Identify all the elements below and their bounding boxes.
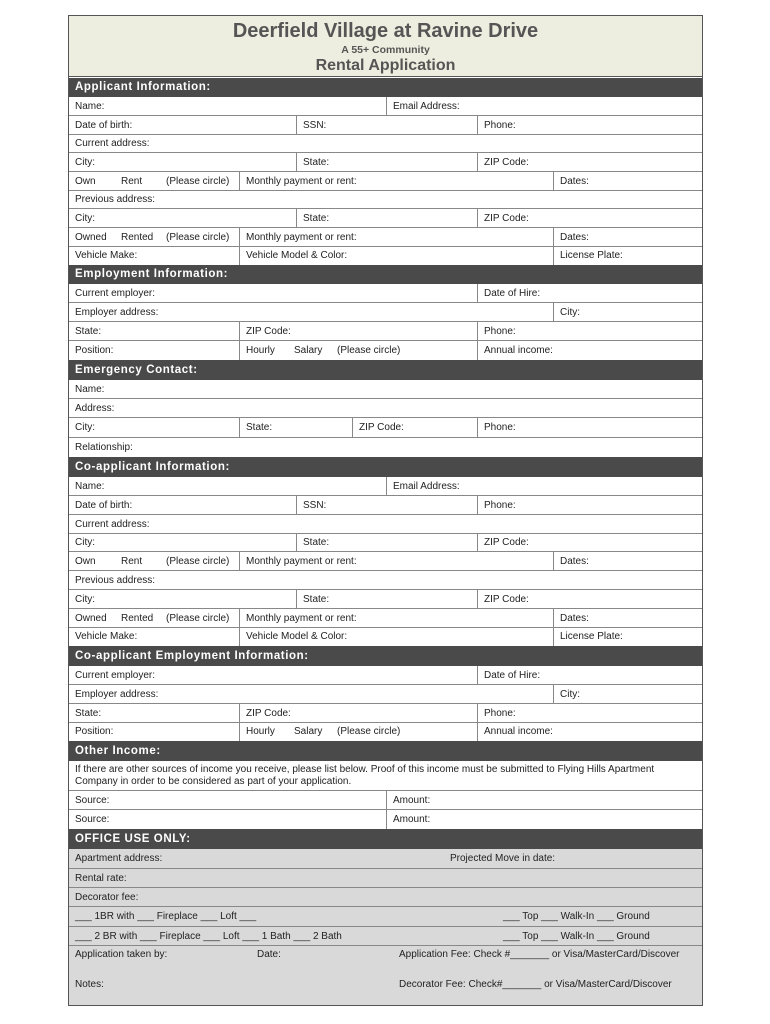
coapplicant-employer-city-field[interactable]: City: <box>553 685 702 703</box>
office-row-1br <box>69 907 702 927</box>
applicant-prev-monthly-payment-field[interactable]: Monthly payment or rent: <box>239 228 553 246</box>
own-option[interactable]: Own <box>75 176 96 187</box>
coapplicant-ssn-field[interactable]: SSN: <box>296 496 477 514</box>
applicant-state-field[interactable]: State: <box>296 153 477 171</box>
employment-row-position <box>69 341 702 360</box>
emergency-row-address <box>69 399 702 418</box>
applicant-prev-zip-field[interactable]: ZIP Code: <box>477 209 702 227</box>
rent-option[interactable]: Rent <box>121 556 143 567</box>
applicant-current-address-field[interactable]: Current address: <box>75 138 150 149</box>
coapplicant-dates-field[interactable]: Dates: <box>553 552 702 570</box>
two-bedroom-options[interactable]: ___ 2 BR with ___ Fireplace ___ Loft ___ 1 Bath ___ 2 Bath <box>75 931 342 942</box>
coapplicant-current-employer-field[interactable]: Current employer: <box>75 670 156 681</box>
applicant-vehicle-model-field[interactable]: Vehicle Model & Color: <box>239 247 553 265</box>
coapplicant-vehicle-make-field[interactable]: Vehicle Make: <box>75 631 138 642</box>
section-applicant: Applicant Information: <box>69 78 702 97</box>
emergency-address-field[interactable]: Address: <box>75 403 115 414</box>
coapplicant-row-owned-rented <box>69 609 702 628</box>
salary-option[interactable]: Salary <box>294 726 323 737</box>
income-amount-field-1[interactable]: Amount: <box>386 791 702 809</box>
coapplicant-employer-phone-field[interactable]: Phone: <box>477 704 702 722</box>
coapplicant-current-address-field[interactable]: Current address: <box>75 519 150 530</box>
coapplicant-row-vehicle <box>69 628 702 646</box>
please-circle-note: (Please circle) <box>337 726 401 737</box>
hourly-option[interactable]: Hourly <box>246 345 275 356</box>
coapplicant-zip-field[interactable]: ZIP Code: <box>477 534 702 551</box>
coapplicant-previous-address-field[interactable]: Previous address: <box>75 575 156 586</box>
decorator-fee-field[interactable]: Decorator fee: <box>75 892 139 903</box>
form-header <box>69 16 702 77</box>
application-taken-by-field[interactable]: Application taken by: <box>75 949 168 960</box>
projected-move-date-field[interactable]: Projected Move in date: <box>450 853 556 864</box>
applicant-row-address <box>69 135 702 153</box>
community-subtitle: A 55+ Community <box>341 44 430 56</box>
applicant-zip-field[interactable]: ZIP Code: <box>477 153 702 171</box>
application-date-field[interactable]: Date: <box>257 949 281 960</box>
applicant-row-dob <box>69 116 702 135</box>
emergency-row-city <box>69 418 702 438</box>
applicant-owned-rented-cell <box>69 228 239 246</box>
coapplicant-monthly-payment-field[interactable]: Monthly payment or rent: <box>239 552 553 570</box>
coapplicant-row-name <box>69 477 702 496</box>
applicant-phone-field[interactable]: Phone: <box>477 116 702 134</box>
emergency-zip-field[interactable]: ZIP Code: <box>352 418 477 437</box>
other-income-row-1 <box>69 791 702 810</box>
employer-address-field[interactable]: Employer address: <box>75 307 159 318</box>
applicant-row-name <box>69 97 702 116</box>
section-coapplicant-employment: Co-applicant Employment Information: <box>69 646 702 666</box>
apartment-address-field[interactable]: Apartment address: <box>75 853 163 864</box>
office-row-fees <box>69 946 702 1005</box>
rental-application-form <box>68 15 703 1006</box>
employer-phone-field[interactable]: Phone: <box>477 322 702 340</box>
community-title: Deerfield Village at Ravine Drive <box>232 20 539 42</box>
applicant-prev-state-field[interactable]: State: <box>296 209 477 227</box>
coapplicant-row-prev-city <box>69 590 702 609</box>
other-income-row-2 <box>69 810 702 829</box>
applicant-own-rent-cell <box>69 172 239 190</box>
applicant-name-field[interactable]: Name: <box>75 101 105 112</box>
applicant-row-city <box>69 153 702 172</box>
emergency-name-field[interactable]: Name: <box>75 384 105 395</box>
position-field[interactable]: Position: <box>75 345 114 356</box>
office-row-decorator-fee <box>69 888 702 907</box>
emergency-state-field[interactable]: State: <box>239 418 352 437</box>
current-employer-field[interactable]: Current employer: <box>75 288 156 299</box>
hourly-option[interactable]: Hourly <box>246 726 275 737</box>
other-income-instructions-row <box>69 761 702 791</box>
coapplicant-state-field[interactable]: State: <box>296 534 477 551</box>
own-option[interactable]: Own <box>75 556 96 567</box>
rent-option[interactable]: Rent <box>121 176 143 187</box>
applicant-ssn-field[interactable]: SSN: <box>296 116 477 134</box>
owned-option[interactable]: Owned <box>75 232 107 243</box>
please-circle-note: (Please circle) <box>166 176 230 187</box>
coapplicant-employer-address-field[interactable]: Employer address: <box>75 689 159 700</box>
please-circle-note: (Please circle) <box>166 556 230 567</box>
coemployment-row-employer <box>69 666 702 685</box>
employer-zip-field[interactable]: ZIP Code: <box>239 322 477 340</box>
income-source-field-1[interactable]: Source: <box>75 795 110 806</box>
applicant-row-vehicle <box>69 247 702 265</box>
emergency-row-name <box>69 380 702 399</box>
rental-rate-field[interactable]: Rental rate: <box>75 873 127 884</box>
coapplicant-prev-zip-field[interactable]: ZIP Code: <box>477 590 702 608</box>
application-fee-field[interactable]: Application Fee: Check #_______ or Visa/MasterCard/Discover <box>399 949 680 960</box>
office-row-2br <box>69 927 702 946</box>
office-row-rental-rate <box>69 869 702 888</box>
applicant-prev-dates-field[interactable]: Dates: <box>553 228 702 246</box>
applicant-row-owned-rented <box>69 228 702 247</box>
notes-field[interactable]: Notes: <box>75 979 104 990</box>
employer-state-field[interactable]: State: <box>75 326 102 337</box>
one-bedroom-options[interactable]: ___ 1BR with ___ Fireplace ___ Loft ___ <box>75 911 257 922</box>
coapplicant-row-prev-address <box>69 571 702 590</box>
coapplicant-position-field[interactable]: Position: <box>75 726 114 737</box>
please-circle-note: (Please circle) <box>166 613 230 624</box>
coemployment-row-address <box>69 685 702 704</box>
coemployment-row-state <box>69 704 702 723</box>
please-circle-note: (Please circle) <box>337 345 401 356</box>
decorator-fee-payment-field[interactable]: Decorator Fee: Check#_______ or Visa/MasterCard/Discover <box>399 979 672 990</box>
section-office-use: OFFICE USE ONLY: <box>69 829 702 849</box>
coapplicant-row-dob <box>69 496 702 515</box>
coapplicant-prev-state-field[interactable]: State: <box>296 590 477 608</box>
salary-option[interactable]: Salary <box>294 345 323 356</box>
annual-income-field[interactable]: Annual income: <box>477 341 702 360</box>
emergency-city-field[interactable]: City: <box>75 422 95 433</box>
applicant-email-field[interactable]: Email Address: <box>386 97 702 115</box>
applicant-license-plate-field[interactable]: License Plate: <box>553 247 702 265</box>
form-title: Rental Application <box>315 57 456 74</box>
employment-row-address <box>69 303 702 322</box>
applicant-vehicle-make-field[interactable]: Vehicle Make: <box>75 250 138 261</box>
section-coapplicant: Co-applicant Information: <box>69 457 702 477</box>
one-bedroom-floor-options[interactable]: ___ Top ___ Walk-In ___ Ground <box>503 911 650 922</box>
coapplicant-owned-rented-cell <box>69 609 239 627</box>
applicant-city-field[interactable]: City: <box>75 157 95 168</box>
section-emergency: Emergency Contact: <box>69 360 702 380</box>
coapplicant-row-own-rent <box>69 552 702 571</box>
section-other-income: Other Income: <box>69 741 702 761</box>
applicant-prev-city-field[interactable]: City: <box>75 213 95 224</box>
coapplicant-city-field[interactable]: City: <box>75 537 95 548</box>
coapplicant-license-plate-field[interactable]: License Plate: <box>553 628 702 646</box>
emergency-row-relationship <box>69 438 702 457</box>
coapplicant-annual-income-field[interactable]: Annual income: <box>477 723 702 741</box>
owned-option[interactable]: Owned <box>75 613 107 624</box>
other-income-instructions: If there are other sources of income you receive, please list below. Proof of this income must be submitted to Flying Hills Apartment Company in order to be considered as part of your application. <box>75 764 655 787</box>
two-bedroom-floor-options[interactable]: ___ Top ___ Walk-In ___ Ground <box>503 931 650 942</box>
applicant-monthly-payment-field[interactable]: Monthly payment or rent: <box>239 172 553 190</box>
emergency-relationship-field[interactable]: Relationship: <box>75 442 133 453</box>
coapplicant-prev-monthly-payment-field[interactable]: Monthly payment or rent: <box>239 609 553 627</box>
coapplicant-dob-field[interactable]: Date of birth: <box>75 500 133 511</box>
coapplicant-prev-dates-field[interactable]: Dates: <box>553 609 702 627</box>
employer-city-field[interactable]: City: <box>553 303 702 321</box>
income-amount-field-2[interactable]: Amount: <box>386 810 702 829</box>
date-of-hire-field[interactable]: Date of Hire: <box>477 284 702 302</box>
coapplicant-own-rent-cell <box>69 552 239 570</box>
coapplicant-row-city <box>69 534 702 552</box>
coapplicant-hourly-salary-cell <box>239 723 477 741</box>
applicant-dates-field[interactable]: Dates: <box>553 172 702 190</box>
employment-row-state <box>69 322 702 341</box>
coapplicant-row-address <box>69 515 702 534</box>
coapplicant-vehicle-model-field[interactable]: Vehicle Model & Color: <box>239 628 553 646</box>
applicant-row-prev-address <box>69 191 702 209</box>
coapplicant-employer-zip-field[interactable]: ZIP Code: <box>239 704 477 722</box>
coemployment-row-position <box>69 723 702 741</box>
applicant-dob-field[interactable]: Date of birth: <box>75 120 133 131</box>
coapplicant-phone-field[interactable]: Phone: <box>477 496 702 514</box>
rented-option[interactable]: Rented <box>121 232 154 243</box>
section-employment: Employment Information: <box>69 265 702 284</box>
office-row-apartment <box>69 849 702 869</box>
coapplicant-name-field[interactable]: Name: <box>75 481 105 492</box>
applicant-row-own-rent <box>69 172 702 191</box>
coapplicant-email-field[interactable]: Email Address: <box>386 477 702 495</box>
rented-option[interactable]: Rented <box>121 613 154 624</box>
employment-row-employer <box>69 284 702 303</box>
income-source-field-2[interactable]: Source: <box>75 814 110 825</box>
please-circle-note: (Please circle) <box>166 232 230 243</box>
emergency-phone-field[interactable]: Phone: <box>477 418 702 437</box>
coapplicant-employer-state-field[interactable]: State: <box>75 708 102 719</box>
applicant-previous-address-field[interactable]: Previous address: <box>75 194 156 205</box>
hourly-salary-cell <box>239 341 477 360</box>
applicant-row-prev-city <box>69 209 702 228</box>
coapplicant-prev-city-field[interactable]: City: <box>75 594 95 605</box>
coapplicant-date-of-hire-field[interactable]: Date of Hire: <box>477 666 702 684</box>
